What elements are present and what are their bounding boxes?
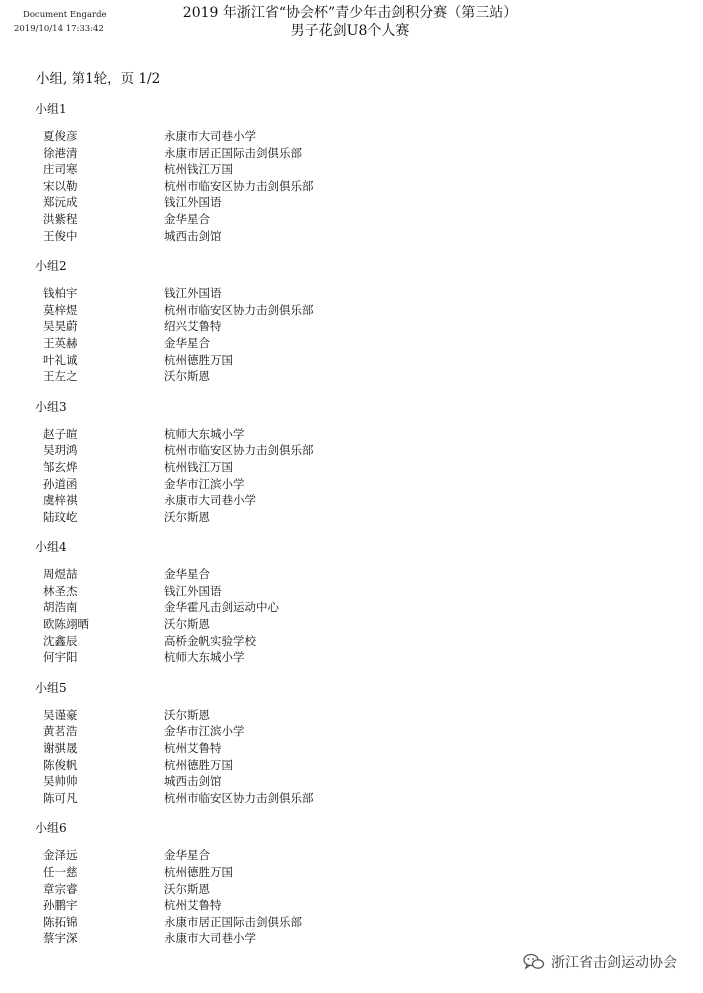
fencer-club: 永康市大司巷小学	[164, 129, 256, 143]
pool-group	[0, 819, 703, 947]
fencer-row	[0, 459, 703, 476]
fencer-club: 永康市大司巷小学	[164, 493, 256, 508]
fencer-name: 金泽远	[43, 848, 78, 863]
fencer-club: 城西击剑馆	[164, 228, 222, 243]
fencer-name: 任一慈	[43, 865, 78, 879]
fencer-row	[0, 583, 703, 600]
fencer-name: 林圣杰	[43, 583, 78, 598]
fencer-name: 叶礼诚	[43, 352, 78, 367]
fencer-row	[0, 616, 703, 633]
fencer-row	[0, 599, 703, 616]
fencer-name: 孙道函	[43, 476, 78, 491]
pool-title: 小组3	[35, 399, 67, 414]
fencer-name: 黄茗浩	[43, 724, 78, 739]
fencer-row	[0, 228, 703, 245]
fencer-club: 杭州德胜万国	[164, 352, 233, 367]
fencer-name: 吴玥鸿	[43, 443, 78, 458]
fencer-name: 蔡宇深	[43, 931, 78, 946]
fencer-name: 吴昊蔚	[43, 319, 78, 334]
fencer-name: 夏俊彦	[43, 129, 78, 143]
fencer-name: 洪紫程	[43, 211, 78, 226]
pool-group	[0, 679, 703, 807]
fencer-club: 杭州钱江万国	[164, 162, 233, 177]
fencer-club: 金华市江滨小学	[164, 724, 245, 739]
pool-title: 小组2	[35, 259, 67, 274]
fencer-name: 陈拓锦	[43, 914, 78, 929]
fencer-club: 金华星合	[164, 848, 210, 863]
fencer-club: 高桥金帆实验学校	[164, 633, 256, 648]
fencer-name: 陈可凡	[43, 790, 78, 805]
fencer-row	[0, 649, 703, 666]
fencer-row	[0, 285, 703, 302]
pool-title: 小组1	[35, 102, 67, 116]
fencer-club: 永康市大司巷小学	[164, 931, 256, 946]
fencer-club: 杭州市临安区协力击剑俱乐部	[164, 302, 314, 317]
fencer-club: 杭州艾鲁特	[164, 741, 222, 756]
fencer-club: 杭州艾鲁特	[164, 898, 222, 913]
fencer-row	[0, 740, 703, 757]
fencer-club: 绍兴艾鲁特	[164, 319, 222, 334]
fencer-row	[0, 476, 703, 493]
pool-title: 小组5	[35, 680, 67, 695]
fencer-club: 沃尔斯恩	[164, 617, 210, 632]
fencer-club: 钱江外国语	[164, 583, 222, 598]
fencer-row	[0, 145, 703, 162]
fencer-row	[0, 881, 703, 898]
fencer-club: 杭州钱江万国	[164, 459, 233, 474]
fencer-name: 徐港清	[43, 145, 78, 160]
fencer-name: 陆玟屹	[43, 509, 78, 524]
fencer-club: 钱江外国语	[164, 286, 222, 301]
fencer-name: 王俊中	[43, 228, 78, 243]
fencer-name: 沈鑫辰	[43, 633, 78, 648]
print-timestamp: 2019/10/14 17:33:42	[14, 24, 104, 34]
fencer-row	[0, 194, 703, 211]
fencer-row	[0, 723, 703, 740]
fencer-club: 金华星合	[164, 567, 210, 582]
fencer-club: 沃尔斯恩	[164, 509, 210, 524]
fencer-name: 吴谨豪	[43, 707, 78, 722]
fencer-name: 郑沅成	[43, 195, 78, 210]
pool-list	[0, 100, 703, 960]
fencer-name: 孙鹏宇	[43, 898, 78, 913]
fencer-row	[0, 897, 703, 914]
fencer-row	[0, 442, 703, 459]
fencer-club: 杭师大东城小学	[164, 650, 245, 665]
fencer-club: 金华市江滨小学	[164, 476, 245, 491]
fencer-club: 沃尔斯恩	[164, 369, 210, 384]
pool-group	[0, 398, 703, 526]
fencer-club: 金华霍凡击剑运动中心	[164, 600, 279, 615]
fencer-name: 陈俊帆	[43, 757, 78, 772]
fencer-row	[0, 178, 703, 195]
software-name: Document Engarde	[23, 10, 107, 20]
event-subtitle: 男子花剑U8个人赛	[290, 23, 410, 39]
pool-title: 小组6	[35, 821, 67, 836]
fencer-name: 谢骐晟	[43, 741, 78, 756]
watermark-text: 浙江省击剑运动协会	[551, 955, 677, 971]
fencer-name: 赵子暄	[43, 426, 78, 441]
fencer-row	[0, 847, 703, 864]
fencer-name: 莫梓煜	[43, 302, 78, 317]
pool-title: 小组4	[35, 540, 67, 555]
fencer-club: 杭州德胜万国	[164, 865, 233, 879]
fencer-club: 杭师大东城小学	[164, 426, 245, 441]
fencer-name: 王英赫	[43, 335, 78, 350]
fencer-club: 沃尔斯恩	[164, 707, 210, 722]
fencer-row	[0, 930, 703, 947]
fencer-club: 杭州市临安区协力击剑俱乐部	[164, 443, 314, 458]
fencer-club: 钱江外国语	[164, 195, 222, 210]
fencer-row	[0, 757, 703, 774]
fencer-club: 金华星合	[164, 211, 210, 226]
fencer-name: 章宗睿	[43, 881, 78, 896]
fencer-row	[0, 161, 703, 178]
fencer-row	[0, 914, 703, 931]
fencer-club: 永康市居正国际击剑俱乐部	[164, 145, 302, 160]
fencer-row	[0, 128, 703, 145]
fencer-row	[0, 335, 703, 352]
fencer-row	[0, 492, 703, 509]
wechat-icon	[523, 953, 545, 971]
fencer-row	[0, 426, 703, 443]
document-meta	[14, 8, 107, 36]
fencer-name: 宋以勒	[43, 178, 78, 193]
fencer-row	[0, 707, 703, 724]
fencer-name: 邹玄烨	[43, 459, 78, 474]
pool-group	[0, 538, 703, 666]
fencer-club: 杭州德胜万国	[164, 757, 233, 772]
fencer-name: 王左之	[43, 369, 78, 384]
fencer-name: 胡浩南	[43, 600, 78, 615]
fencer-name: 何宇阳	[43, 650, 78, 665]
fencer-row	[0, 864, 703, 881]
fencer-row	[0, 302, 703, 319]
fencer-name: 吴帅帅	[43, 774, 78, 789]
watermark	[519, 950, 681, 974]
fencer-club: 杭州市临安区协力击剑俱乐部	[164, 178, 314, 193]
fencer-row	[0, 368, 703, 385]
pool-group	[0, 100, 703, 244]
page-heading: 小组, 第1轮，页 1/2	[36, 71, 161, 87]
fencer-row	[0, 211, 703, 228]
fencer-row	[0, 318, 703, 335]
fencer-club: 沃尔斯恩	[164, 881, 210, 896]
fencer-row	[0, 566, 703, 583]
fencer-row	[0, 773, 703, 790]
fencer-name: 钱柏宇	[43, 286, 78, 301]
event-title: 2019 年浙江省“协会杯”青少年击剑积分赛（第三站）	[182, 5, 518, 21]
fencer-row	[0, 790, 703, 807]
fencer-club: 永康市居正国际击剑俱乐部	[164, 914, 302, 929]
fencer-row	[0, 633, 703, 650]
fencer-name: 周煜喆	[43, 567, 78, 582]
fencer-row	[0, 352, 703, 369]
fencer-name: 庄司寒	[43, 162, 78, 177]
fencer-club: 杭州市临安区协力击剑俱乐部	[164, 790, 314, 805]
fencer-club: 城西击剑馆	[164, 774, 222, 789]
fencer-club: 金华星合	[164, 335, 210, 350]
fencer-name: 欧陈翊晒	[43, 617, 89, 632]
fencer-name: 虞梓祺	[43, 493, 78, 508]
fencer-row	[0, 509, 703, 526]
document-title	[150, 4, 550, 40]
pool-group	[0, 257, 703, 385]
